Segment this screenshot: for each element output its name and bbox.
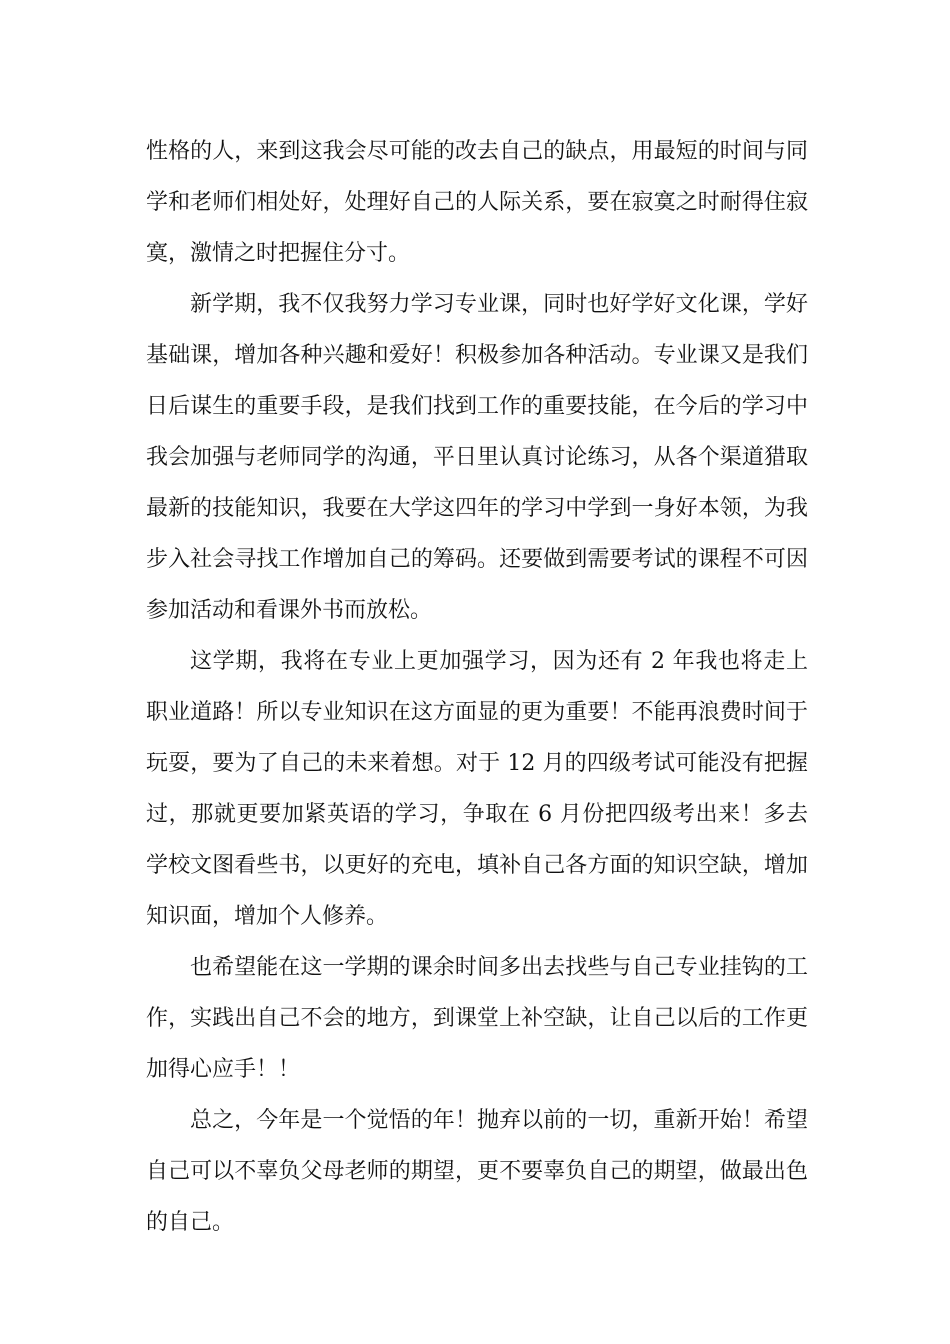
paragraph-4: 也希望能在这一学期的课余时间多出去找些与自己专业挂钩的工作，实践出自己不会的地方，到课堂上补空缺，让自己以后的工作更加得心应手！！ xyxy=(146,955,808,1082)
document-body xyxy=(146,126,808,1248)
paragraph-1: 性格的人，来到这我会尽可能的改去自己的缺点，用最短的时间与同学和老师们相处好，处理好自己的人际关系，要在寂寞之时耐得住寂寞，激情之时把握住分寸。 xyxy=(146,139,808,266)
paragraph-2: 新学期，我不仅我努力学习专业课，同时也好学好文化课，学好基础课，增加各种兴趣和爱好！积极参加各种活动。专业课又是我们日后谋生的重要手段，是我们找到工作的重要技能，在今后的学习中我会加强与老师同学的沟通，平日里认真讨论练习，从各个渠道猎取最新的技能知识，我要在大学这四年的学习中学到一身好本领，为我步入社会寻找工作增加自己的筹码。还要做到需要考试的课程不可因参加活动和看课外书而放松。 xyxy=(146,292,808,623)
paragraph-3: 这学期，我将在专业上更加强学习，因为还有 2 年我也将走上职业道路！所以专业知识在这方面显的更为重要！不能再浪费时间于玩耍，要为了自己的未来着想。对于 12 月的四级考试可能没有把握过，那就更要加紧英语的学习，争取在 6 月份把四级考出来！多去学校文图看些书，以更好的充电，填补自己各方面的知识空缺，增加知识面，增加个人修养。 xyxy=(146,649,808,929)
paragraph-5: 总之，今年是一个觉悟的年！抛弃以前的一切，重新开始！希望自己可以不辜负父母老师的期望，更不要辜负自己的期望，做最出色的自己。 xyxy=(146,1108,808,1235)
